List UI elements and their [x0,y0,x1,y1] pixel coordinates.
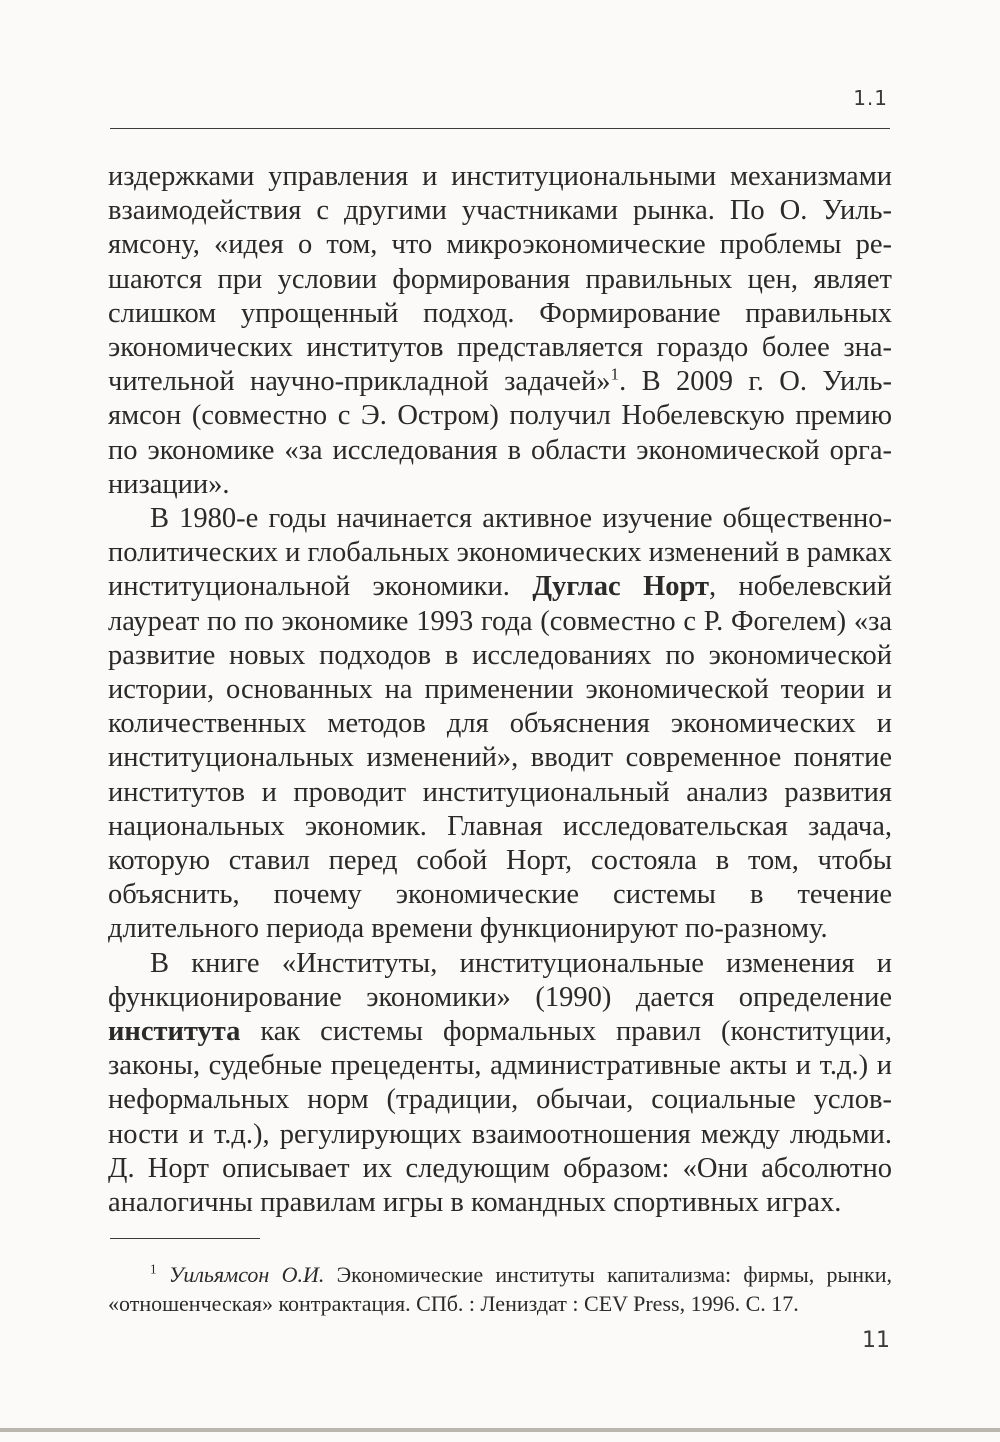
footnote-author: Уильямсон О.И. [168,1262,325,1287]
footnote-reference: 1 [610,364,620,384]
paragraph-1 [108,160,892,502]
footnote-text: Экономические институты капитализма: фирмы, рынки, «отношенческая» контрактация. СПб. : Лениздат : CEV Press, 1996. С. 17. [108,1262,893,1316]
paragraph-3-end: как системы формальных правил (конституции, законы, судебные прецеденты, административные акты и т.д.) и неформальных норм (традиции, обычаи, социальные условности и т.д.), регулирующих взаимоотношения между людьми. Д. Норт описывает их следующим образом: «Они абсолютно аналогичны правилам игры в командных спортивных играх. [108,1016,892,1219]
paragraph-2-end: , нобелевский лауреат по по экономике 1993 года (совместно с Р. Фогелем) «за развитие новых подходов в исследованиях по экономической истории, основанных на применении экономической теории и количественных методов для объяснения экономических и институциональных изменений», вводит современное понятие институтов и проводит институциональный анализ развития национальных экономик. Главная исследовательская задача, которую ставил перед собой Норт, состояла в том, чтобы объяснить, почему экономические системы в течение длительного периода времени функционируют по-разному. [108,571,892,945]
paragraph-2 [108,502,892,947]
footnote-marker: 1 [150,1261,157,1277]
page-number: 11 [862,1328,890,1353]
paragraph-3-start: В книге «Институты, институциональные изменения и функционирование экономики» (1990) дается определение [108,947,892,1013]
paragraph-2-bold-term: Дуглас Норт [532,571,709,603]
paragraph-3 [108,947,892,1221]
main-text [108,160,892,1220]
footnote-rule [110,1238,260,1239]
paragraph-3-bold-term: института [108,1016,241,1048]
header-rule [110,128,890,129]
section-number: 1.1 [853,86,888,110]
paragraph-2-start: В 1980-е годы начинается активное изучение общественно-политических и глобальных экономических изменений в рамках институциональной экономики. [108,503,892,603]
paragraph-1-text: издержками управления и институциональными механизмами взаимодействия с другими участниками рынка. По О. Уильямсону, «идея о том, что микроэкономические проблемы решаются при условии формирования правильных цен, являет слишком упрощенный подход. Формирование правильных экономических институтов представляется гораздо более значительной научно-прикладной задачей» [108,161,892,398]
scan-bottom-edge [0,1428,1000,1432]
paragraph-1-end: . В 2009 г. О. Уильямсон (совместно с Э. Остром) получил Нобелевскую премию по экономике «за исследования в области экономической организации». [108,366,892,500]
footnote [108,1260,892,1318]
